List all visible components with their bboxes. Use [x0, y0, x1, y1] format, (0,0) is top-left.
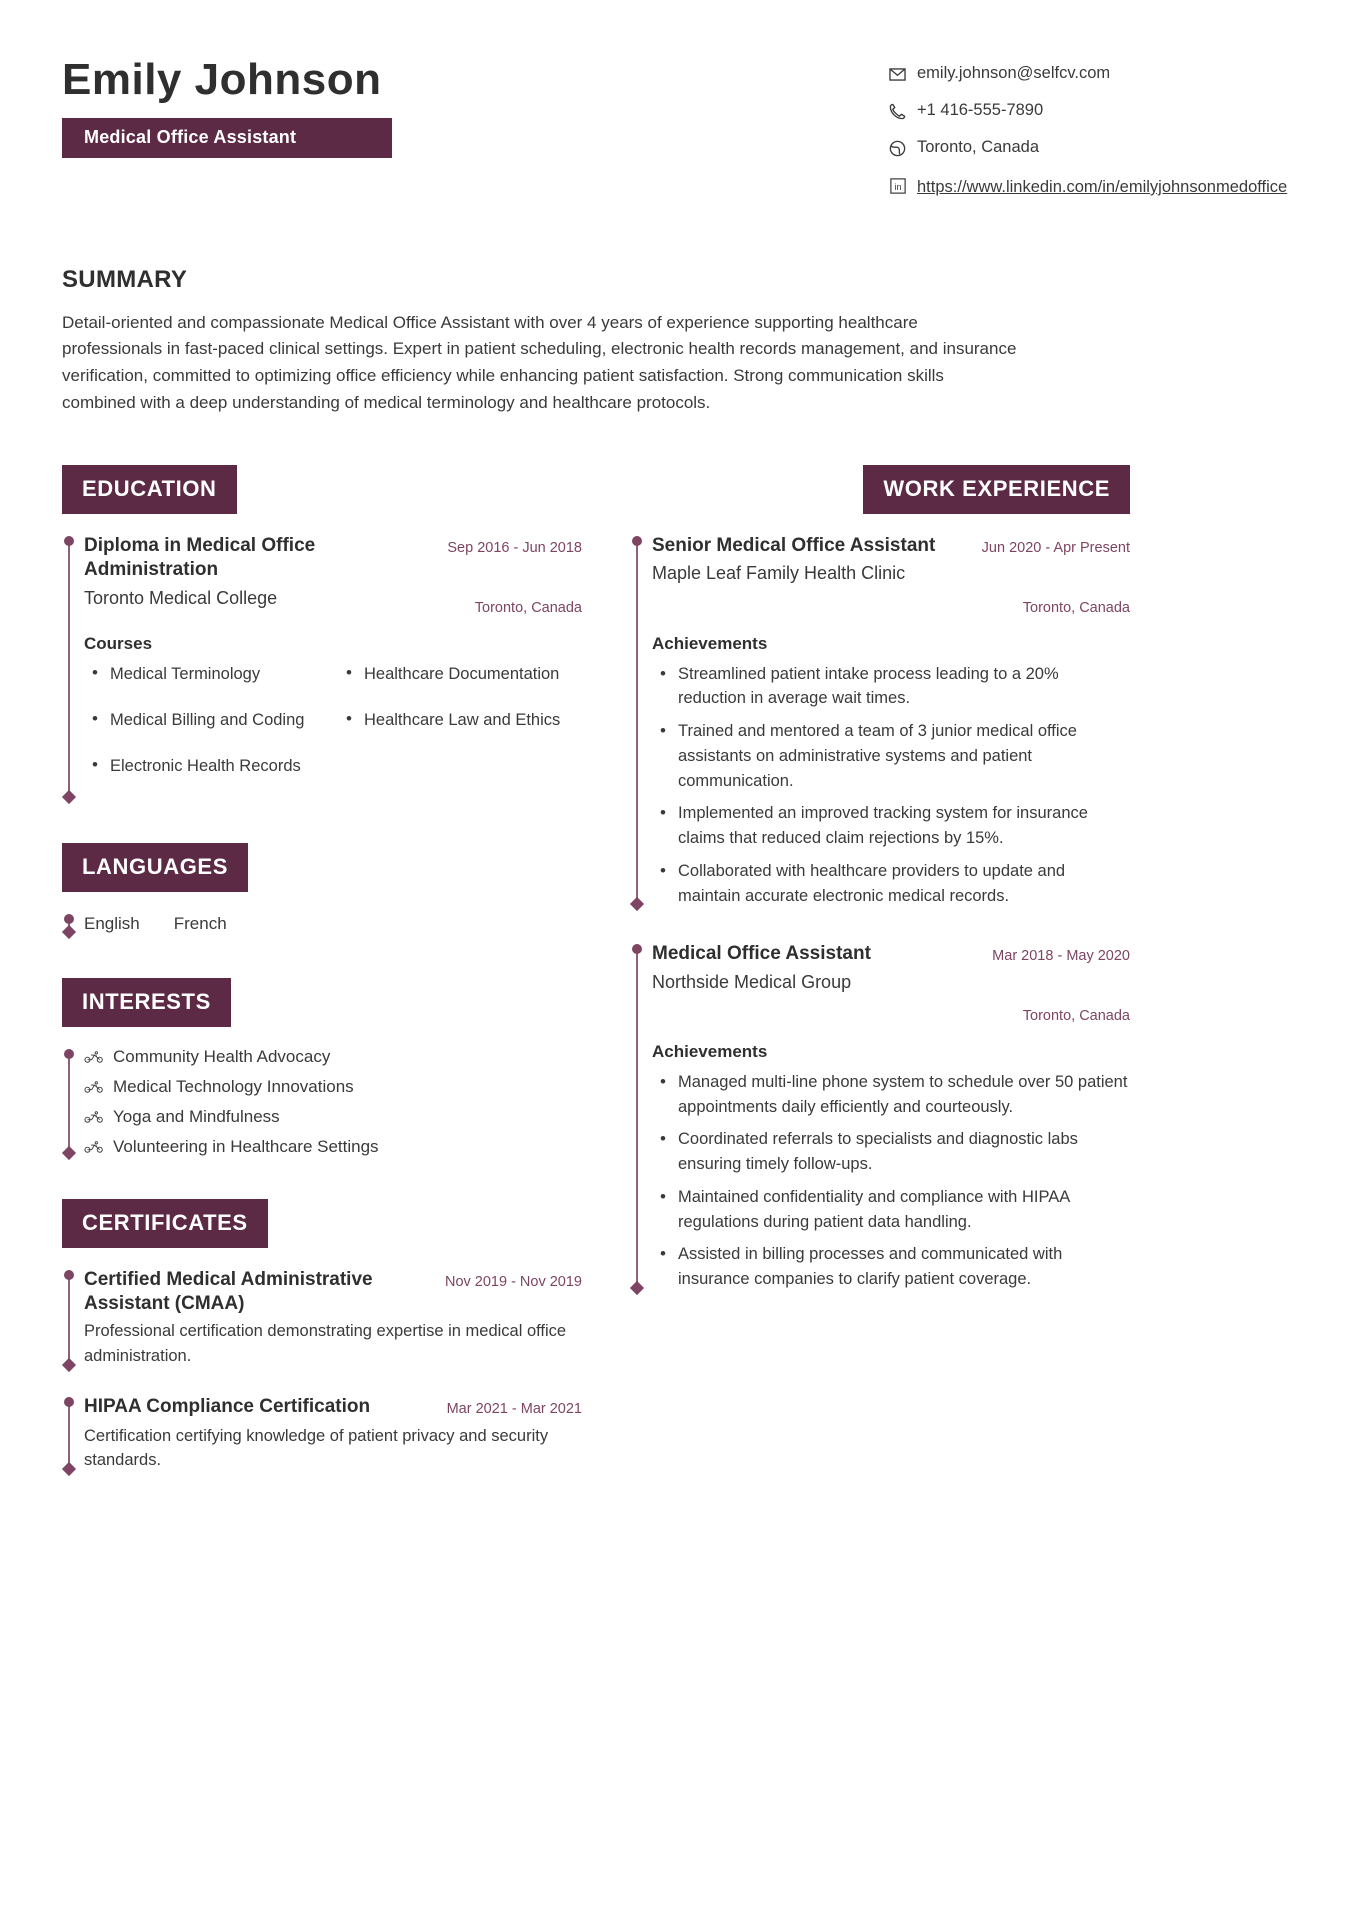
contact-location [888, 138, 1288, 158]
certificate-timeline-2 [62, 1395, 582, 1473]
work-location: Toronto, Canada [1022, 1008, 1130, 1024]
work-company: Northside Medical Group [652, 971, 852, 992]
certificate-entry [84, 1268, 582, 1317]
work-entry-header [652, 942, 1130, 1028]
certificate-title: Certified Medical Administrative Assistant (CMAA) [84, 1268, 373, 1315]
achievements-list [652, 1070, 1130, 1292]
bicycle-icon [84, 1079, 104, 1095]
contact-linkedin-text[interactable]: https://www.linkedin.com/in/emilyjohnsonmedoffice [917, 178, 1288, 196]
timeline-dot [632, 944, 642, 954]
course-item: • Healthcare Documentation [338, 662, 582, 686]
achievements-label: Achievements [652, 1041, 768, 1061]
certificate-dates: Nov 2019 - Nov 2019 [444, 1273, 582, 1290]
work-entry-2 [630, 942, 1130, 1292]
header-identity [62, 48, 392, 158]
education-school: Toronto Medical College [84, 587, 278, 608]
summary-text: Detail-oriented and compassionate Medical Office Assistant with over 4 years of experience supporting healthcare professionals in fast-paced clinical settings. Expert in patient scheduling, electronic health records management, and insurance verification, committed to optimizing office efficiency while enhancing patient satisfaction. Strong communication skills combined with a deep understanding of medical terminology and healthcare protocols. [62, 312, 1017, 413]
certificate-dates: Mar 2021 - Mar 2021 [446, 1400, 582, 1417]
work-entry-meta [992, 942, 1130, 1028]
timeline-diamond [61, 1146, 75, 1160]
certificate-title: HIPAA Compliance Certification [84, 1395, 371, 1417]
interests-section [62, 978, 582, 1157]
timeline-dot [64, 914, 74, 924]
achievement-item: • Maintained confidentiality and compliance with HIPAA regulations during patient data handling. [652, 1185, 1130, 1235]
education-banner [62, 465, 582, 514]
courses-grid [84, 662, 582, 801]
certificate-description: Professional certification demonstrating expertise in medical office administration. [84, 1322, 567, 1366]
achievements-list [652, 662, 1130, 909]
certificate-entry-main [84, 1268, 431, 1317]
achievement-item: • Trained and mentored a team of 3 junior medical office assistants on administrative systems and patient communication. [652, 719, 1130, 793]
languages-section [62, 843, 582, 936]
interest-item [84, 1107, 582, 1127]
candidate-name: Emily Johnson [62, 55, 382, 104]
linkedin-icon [888, 176, 907, 195]
course-item: • Medical Billing and Coding [84, 708, 328, 732]
timeline-dot [64, 1270, 74, 1280]
contact-location-text: Toronto, Canada [917, 138, 1040, 156]
work-entry-1 [630, 534, 1130, 908]
interest-label: Community Health Advocacy [113, 1046, 331, 1066]
contact-list [888, 48, 1288, 218]
summary-section [62, 266, 1288, 417]
languages-timeline [62, 912, 582, 936]
interest-item [84, 1077, 582, 1097]
languages-heading: LANGUAGES [62, 843, 248, 892]
contact-linkedin[interactable] [888, 175, 1288, 201]
work-company: Maple Leaf Family Health Clinic [652, 563, 906, 584]
course-item: • Electronic Health Records [84, 754, 328, 778]
timeline-line [68, 1275, 70, 1362]
education-location: Toronto, Canada [474, 599, 582, 616]
bicycle-icon [84, 1109, 104, 1125]
work-entry-meta [982, 534, 1130, 620]
timeline-diamond [61, 925, 75, 939]
interest-item [84, 1047, 582, 1067]
education-degree: Diploma in Medical Office Administration [84, 535, 316, 581]
courses-column-1 [84, 662, 328, 801]
interests-timeline [62, 1047, 582, 1157]
timeline-line [636, 949, 638, 1285]
work-role: Medical Office Assistant [652, 943, 871, 965]
candidate-job-title: Medical Office Assistant [62, 118, 392, 158]
timeline-diamond [629, 897, 643, 911]
body-columns [62, 465, 1288, 1499]
timeline-diamond [61, 1462, 75, 1476]
summary-heading: SUMMARY [62, 265, 188, 293]
certificate-timeline-1 [62, 1268, 582, 1369]
work-location: Toronto, Canada [1022, 599, 1130, 616]
timeline-dot [64, 1397, 74, 1407]
language-item: French [173, 913, 227, 933]
contact-phone [888, 101, 1288, 121]
achievement-item: • Streamlined patient intake process leading to a 20% reduction in average wait times. [652, 662, 1130, 712]
achievements-label: Achievements [652, 633, 768, 653]
left-column [62, 465, 582, 1499]
contact-email-text: emily.johnson@selfcv.com [917, 64, 1111, 82]
languages-banner [62, 843, 582, 892]
interest-label: Yoga and Mindfulness [113, 1106, 280, 1126]
resume-header [62, 48, 1288, 218]
work-entry-main [652, 534, 968, 586]
achievement-item: • Managed multi-line phone system to schedule over 50 patient appointments daily efficiently and courteously. [652, 1070, 1130, 1120]
certificates-section [62, 1199, 582, 1473]
interest-label: Volunteering in Healthcare Settings [113, 1136, 379, 1156]
timeline-dot [632, 536, 642, 546]
certificate-entry-main [84, 1395, 433, 1419]
interests-heading: INTERESTS [62, 978, 231, 1027]
bicycle-icon [84, 1049, 104, 1065]
course-item: • Healthcare Law and Ethics [338, 708, 582, 732]
certificates-banner [62, 1199, 582, 1248]
timeline-line [636, 541, 638, 901]
education-entry-main [84, 534, 433, 610]
education-section [62, 465, 582, 801]
timeline-diamond [61, 1358, 75, 1372]
contact-email [888, 64, 1288, 84]
interests-banner [62, 978, 582, 1027]
achievement-item: • Implemented an improved tracking system for insurance claims that reduced claim rejections by 15%. [652, 801, 1130, 851]
work-role: Senior Medical Office Assistant [652, 535, 936, 556]
courses-label: Courses [84, 633, 153, 653]
contact-phone-text: +1 416-555-7890 [917, 101, 1044, 119]
education-dates: Sep 2016 - Jun 2018 [447, 540, 582, 556]
work-entry-header [652, 534, 1130, 620]
work-dates: Mar 2018 - May 2020 [992, 948, 1130, 965]
achievement-item: • Collaborated with healthcare providers to update and maintain accurate electronic medical records. [652, 859, 1130, 909]
work-experience-banner [630, 465, 1130, 514]
timeline-line [68, 1054, 70, 1150]
work-experience-heading: WORK EXPERIENCE [863, 465, 1130, 514]
achievement-item: • Assisted in billing processes and communicated with insurance companies to clarify patient coverage. [652, 1242, 1130, 1292]
timeline-dot [64, 536, 74, 546]
right-column [630, 465, 1130, 1499]
education-entry [84, 534, 582, 620]
interest-label: Medical Technology Innovations [113, 1076, 354, 1096]
phone-icon [888, 102, 907, 121]
language-item: English [84, 913, 140, 933]
courses-column-2 [338, 662, 582, 801]
timeline-diamond [61, 790, 75, 804]
work-entry-main [652, 942, 978, 994]
bicycle-icon [84, 1139, 104, 1155]
timeline-dot [64, 1049, 74, 1059]
globe-icon [888, 139, 907, 158]
timeline-diamond [629, 1281, 643, 1295]
work-dates: Jun 2020 - Apr Present [981, 540, 1130, 556]
interest-item [84, 1137, 582, 1157]
certificates-heading: CERTIFICATES [62, 1199, 268, 1248]
course-item: • Medical Terminology [84, 662, 328, 686]
education-entry-meta [447, 534, 582, 620]
envelope-icon [888, 65, 907, 84]
education-heading: EDUCATION [62, 465, 237, 514]
education-timeline [62, 534, 582, 801]
certificate-entry [84, 1395, 582, 1421]
timeline-line [68, 1402, 70, 1466]
languages-list [84, 912, 582, 936]
certificate-description: Certification certifying knowledge of patient privacy and security standards. [84, 1426, 549, 1470]
svg-text:in: in [893, 181, 902, 192]
achievement-item: • Coordinated referrals to specialists and diagnostic labs ensuring timely follow-ups. [652, 1127, 1130, 1177]
timeline-line [68, 541, 70, 794]
